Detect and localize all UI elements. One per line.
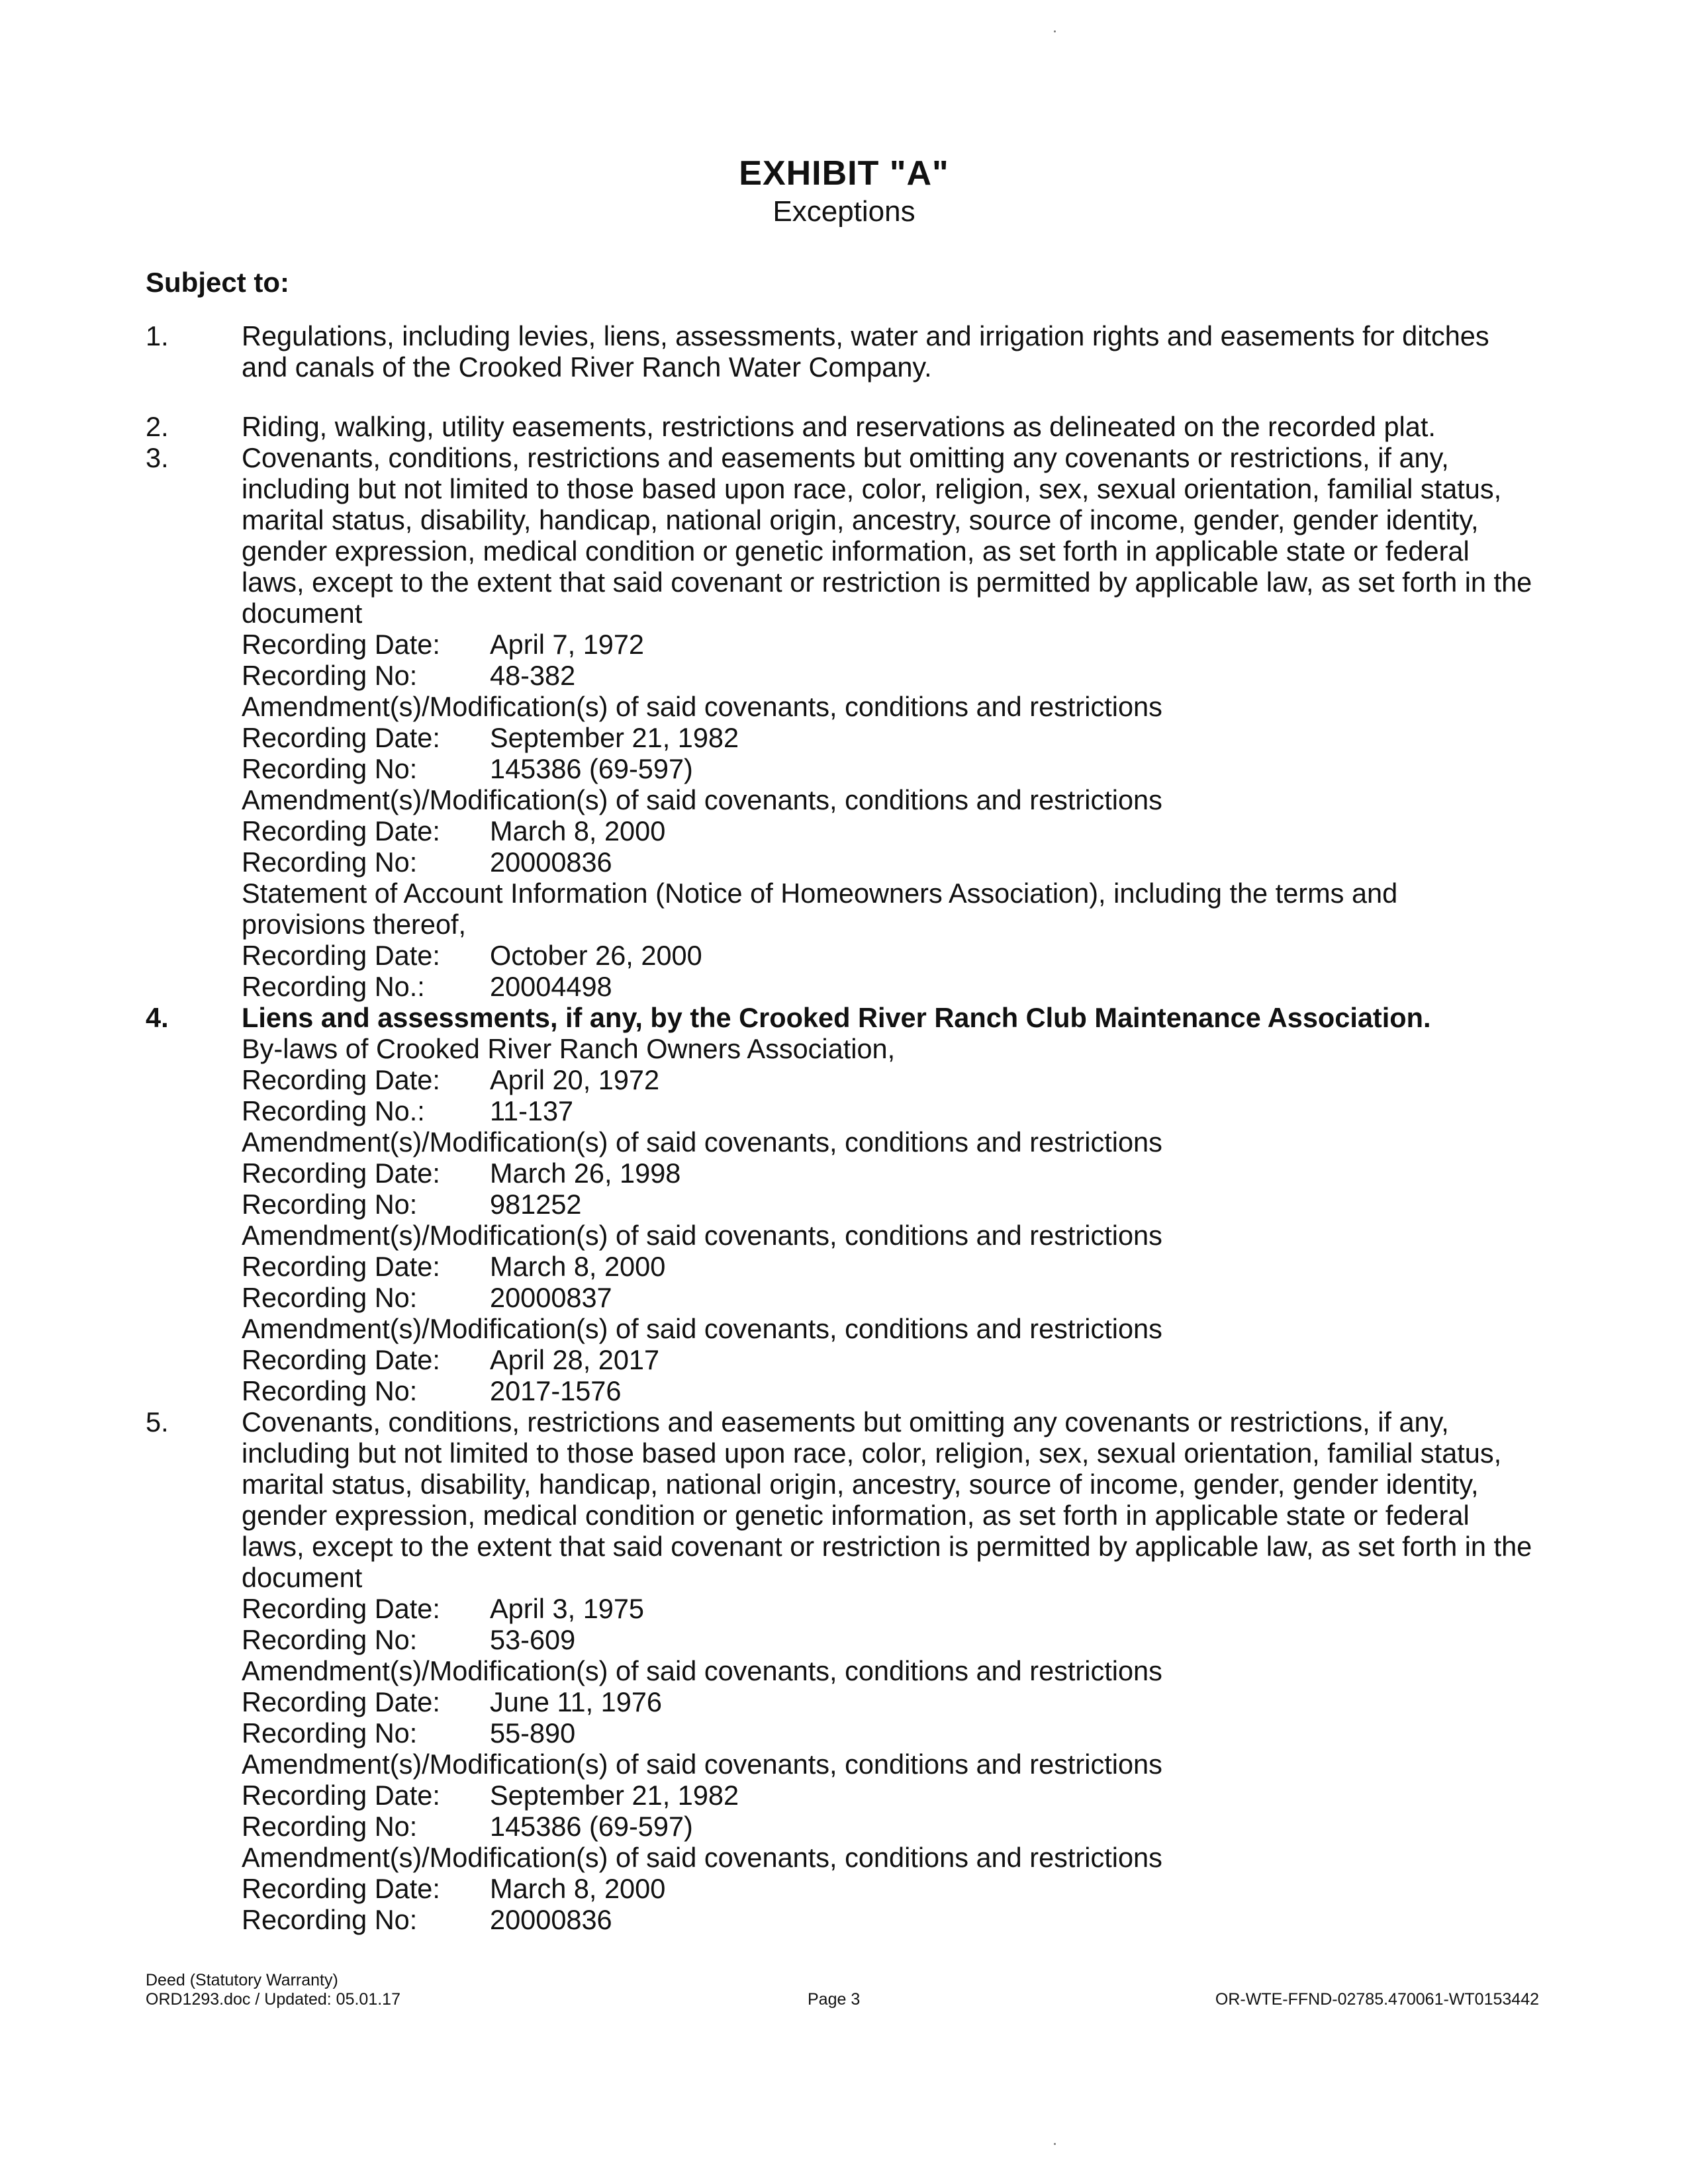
recording-label: Recording No.: [242,971,425,1002]
recording-label: Recording No: [242,846,418,878]
footer-page-number: Page 3 [808,1990,861,2009]
recording-label: Recording No: [242,1282,418,1313]
record-note: Amendment(s)/Modification(s) of said covenants, conditions and restrictions [242,1126,1162,1158]
recording-value: March 8, 2000 [490,815,666,846]
recording-entry [242,1282,1542,1313]
recording-entry [242,1251,1542,1282]
recording-value: 145386 (69-597) [490,1811,693,1842]
recording-label: Recording No: [242,1375,418,1406]
record-note: Amendment(s)/Modification(s) of said covenants, conditions and restrictions [242,784,1162,815]
exception-text-line: marital status, disability, handicap, national origin, ancestry, source of income, gender, gender identity, [242,1469,1479,1500]
recording-label: Recording Date: [242,940,440,971]
exception-number: 1. [146,320,169,351]
scan-speck [1054,30,1056,32]
recording-label: Recording No: [242,1624,418,1655]
exception-heading: Liens and assessments, if any, by the Crooked River Ranch Club Maintenance Association. [242,1002,1431,1033]
recording-value: 20000836 [490,1904,612,1935]
exception-text-line: and canals of the Crooked River Ranch Water Company. [242,351,932,383]
recording-label: Recording No: [242,1717,418,1749]
recording-value: October 26, 2000 [490,940,702,971]
recording-entry [242,1375,1542,1406]
recording-value: 53-609 [490,1624,576,1655]
exception-text-line: Regulations, including levies, liens, assessments, water and irrigation rights and easements for ditches [242,320,1489,351]
recording-label: Recording No: [242,660,418,691]
exception-text-line: laws, except to the extent that said covenant or restriction is permitted by applicable law, as set forth in the [242,1531,1532,1562]
recording-entry [242,846,1542,878]
exception-number: 4. [146,1002,169,1033]
recording-label: Recording Date: [242,629,440,660]
exception-item [146,411,1542,442]
recording-value: March 26, 1998 [490,1158,681,1189]
recording-label: Recording Date: [242,815,440,846]
recording-entry [242,629,1542,660]
recording-label: Recording Date: [242,1593,440,1624]
recording-value: April 20, 1972 [490,1064,660,1095]
recording-value: 20000836 [490,846,612,878]
record-note: Statement of Account Information (Notice of Homeowners Association), including the terms and [242,878,1398,909]
exception-item [146,320,1542,383]
exhibit-title: EXHIBIT "A" [739,154,949,193]
exception-text-line: document [242,598,363,629]
recording-entry [242,815,1542,846]
recording-entry [242,1904,1542,1935]
recording-entry [242,753,1542,784]
recording-label: Recording Date: [242,1873,440,1904]
record-note: Amendment(s)/Modification(s) of said covenants, conditions and restrictions [242,1749,1162,1780]
exception-text-line: laws, except to the extent that said covenant or restriction is permitted by applicable law, as set forth in the [242,567,1532,598]
exception-text-line: gender expression, medical condition or genetic information, as set forth in applicable state or federal [242,535,1470,567]
recording-entry [242,1811,1542,1842]
recording-label: Recording Date: [242,1344,440,1375]
recording-value: 20000837 [490,1282,612,1313]
recording-entry [242,1780,1542,1811]
recording-entry [242,1064,1542,1095]
exception-number: 3. [146,442,169,473]
exception-item [146,1406,1542,1935]
record-note: Amendment(s)/Modification(s) of said covenants, conditions and restrictions [242,1313,1162,1344]
recording-value: April 7, 1972 [490,629,645,660]
exception-text-line: Covenants, conditions, restrictions and easements but omitting any covenants or restrictions, if any, [242,1406,1449,1437]
recording-value: 20004498 [490,971,612,1002]
exhibit-subtitle: Exceptions [773,195,915,228]
recording-label: Recording No: [242,1904,418,1935]
footer-doc-type: Deed (Statutory Warranty) [146,1971,338,1989]
exception-text-line: marital status, disability, handicap, national origin, ancestry, source of income, gender, gender identity, [242,504,1479,535]
exception-item [146,1002,1542,1406]
recording-entry [242,660,1542,691]
exception-text-line: including but not limited to those based upon race, color, religion, sex, sexual orientation, familial status, [242,1437,1502,1469]
recording-value: 48-382 [490,660,576,691]
exceptions-list [146,320,1542,1935]
recording-value: September 21, 1982 [490,722,739,753]
recording-value: April 3, 1975 [490,1593,645,1624]
recording-entry [242,1686,1542,1717]
recording-entry [242,1095,1542,1126]
subject-to-label: Subject to: [146,267,289,298]
exception-number: 5. [146,1406,169,1437]
recording-value: 145386 (69-597) [490,753,693,784]
footer-file-info: ORD1293.doc / Updated: 05.01.17 [146,1990,400,2009]
recording-entry [242,1344,1542,1375]
recording-value: March 8, 2000 [490,1251,666,1282]
recording-label: Recording Date: [242,1064,440,1095]
recording-entry [242,1189,1542,1220]
recording-value: 2017-1576 [490,1375,622,1406]
exception-text-line: document [242,1562,363,1593]
record-note: Amendment(s)/Modification(s) of said covenants, conditions and restrictions [242,1655,1162,1686]
recording-entry [242,940,1542,971]
recording-label: Recording No: [242,753,418,784]
recording-entry [242,722,1542,753]
exception-number: 2. [146,411,169,442]
record-note: Amendment(s)/Modification(s) of said covenants, conditions and restrictions [242,1220,1162,1251]
recording-label: Recording No: [242,1189,418,1220]
record-note: Amendment(s)/Modification(s) of said covenants, conditions and restrictions [242,691,1162,722]
recording-label: Recording Date: [242,1686,440,1717]
exception-text-line: Riding, walking, utility easements, restrictions and reservations as delineated on the recorded plat. [242,411,1436,442]
recording-value: September 21, 1982 [490,1780,739,1811]
recording-label: Recording No.: [242,1095,425,1126]
recording-entry [242,1624,1542,1655]
exception-text-line: gender expression, medical condition or genetic information, as set forth in applicable state or federal [242,1500,1470,1531]
scan-speck [1054,2143,1056,2145]
record-note: Amendment(s)/Modification(s) of said covenants, conditions and restrictions [242,1842,1162,1873]
exception-text-line: including but not limited to those based upon race, color, religion, sex, sexual orientation, familial status, [242,473,1502,504]
recording-value: 11-137 [490,1095,574,1126]
recording-label: Recording No: [242,1811,418,1842]
item-spacer [146,383,1542,411]
recording-value: March 8, 2000 [490,1873,666,1904]
recording-value: 55-890 [490,1717,576,1749]
recording-label: Recording Date: [242,1251,440,1282]
recording-value: April 28, 2017 [490,1344,660,1375]
record-note: By-laws of Crooked River Ranch Owners Association, [242,1033,896,1064]
recording-value: June 11, 1976 [490,1686,662,1717]
recording-entry [242,1717,1542,1749]
recording-value: 981252 [490,1189,582,1220]
recording-entry [242,1873,1542,1904]
exception-item [146,442,1542,1002]
recording-label: Recording Date: [242,1158,440,1189]
footer-reference: OR-WTE-FFND-02785.470061-WT0153442 [1215,1990,1539,2009]
recording-label: Recording Date: [242,1780,440,1811]
recording-label: Recording Date: [242,722,440,753]
recording-entry [242,1593,1542,1624]
record-note: provisions thereof, [242,909,467,940]
recording-entry [242,1158,1542,1189]
footer-left [146,1971,400,2009]
recording-entry [242,971,1542,1002]
exception-text-line: Covenants, conditions, restrictions and easements but omitting any covenants or restrictions, if any, [242,442,1449,473]
